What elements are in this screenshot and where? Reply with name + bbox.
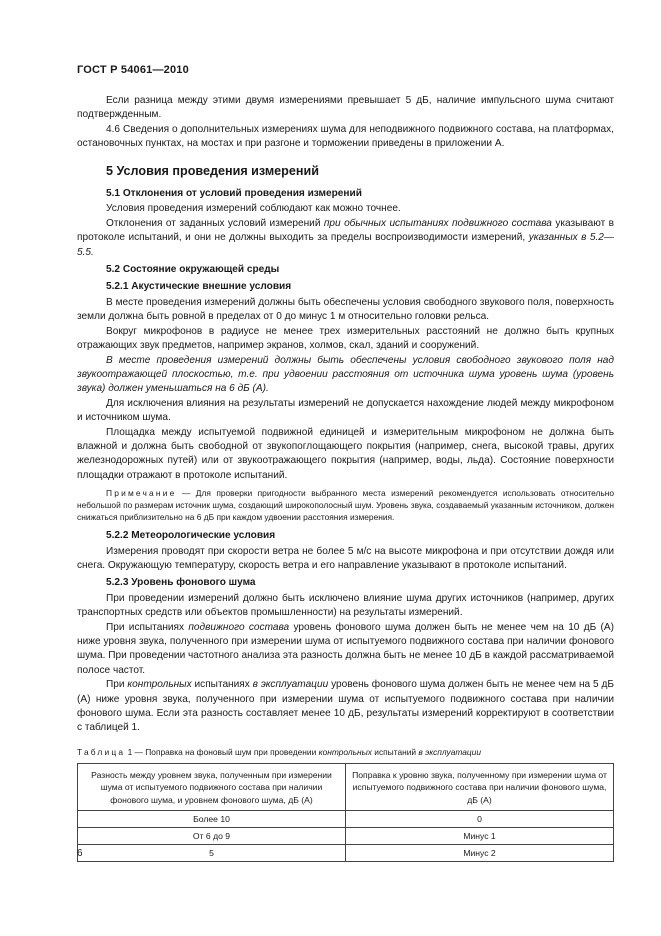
text-run: уровень фонового шума должен быть не менее чем на 5 дБ (А) ниже уровня звука, полученного при измерении шума от испытуемого подвижного состава при наличии фонового шума. Если эта разность составляет менее 10 дБ, результаты измерений корректируют в соответствии с таблицей 1. [77,679,615,734]
document-body [77,94,614,862]
italic-text: подвижного состава [188,621,290,633]
table-header-difference: Разность между уровнем звука, полученным при измерении шума от испытуемого подвижного состава при наличии фонового шума, и уровнем фонового шума, дБ (А) [78,764,346,811]
note-text: — Для проверки пригодности выбранного места измерений рекомендуется использовать относительно небольшой по размерам источник шума, создающий широкополосный шум. Уровень звука, создаваемый указанным источником, должен снижаться приблизительно на 6 дБ при каждом удвоении расстояния измерения. [77,488,614,523]
text-run: 1 — Поправка на фоновый шум при проведении [125,746,319,757]
italic-text: контрольных [318,746,372,757]
text-run: испытаний [371,746,419,757]
text-run: Отклонения от заданных условий измерений [106,217,324,229]
paragraph: При проведении измерений должно быть исключено влияние шума других источников (например, других транспортных средств или объектов промышленности) на результаты измерений. [77,592,614,619]
italic-text: В месте проведения измерений должны быть обеспечены условия свободного звукового поля над звукоотражающей плоскостью, т.е. при удвоении расстояния от источника шума уровень шума (уровень звука) должен уменьшаться на 6 дБ (А). [77,354,614,395]
table-cell-correction: Минус 1 [346,828,614,845]
section-5-heading: 5 Условия проведения измерений [106,163,319,178]
paragraph: 4.6 Сведения о дополнительных измерениях шума для неподвижного подвижного состава, на платформах, остановочных пунктах, на мостах и при разгоне и торможении приведены в приложении А. [77,123,614,150]
note-label: Примечание [106,488,177,499]
text-run: уровень фонового шума должен быть не менее чем на 10 дБ (А) ниже уровня звука, полученного при измерении шума от испытуемого подвижного состава при наличии фонового шума. При проведении частотного анализа эта разность должна быть не менее 10 дБ в каждой рассматриваемой полосе частот. [77,621,614,676]
note [77,487,614,523]
page-number: 6 [77,848,83,859]
paragraph: В месте проведения измерений должны быть обеспечены условия свободного звукового поля, поверхность земли должна быть ровной в пределах от 0 до минус 1 м относительно головки рельса. [77,296,614,323]
section-5-2-3-heading: 5.2.3 Уровень фонового шума [106,577,256,589]
paragraph: Измерения проводят при скорости ветра не более 5 м/с на высоте микрофона и при отсутствии дождя или снега. Окружающую температуру, скорость ветра и его направление указывают в протоколе испытаний. [77,545,614,571]
table-row [78,828,614,845]
paragraph: Если разница между этими двумя измерениями превышает 5 дБ, наличие импульсного шума считают подтвержденным. [77,95,614,121]
italic-text: в эксплуатации [418,746,482,757]
section-5-2-1-heading: 5.2.1 Акустические внешние условия [106,281,292,293]
italic-paragraph [77,354,614,397]
text-run: указывают в протоколе испытаний, и они не должны выходить за пределы воспроизводимости измерений, [77,217,614,244]
section-5-1-heading: 5.1 Отклонения от условий проведения измерений [106,188,362,200]
table-cell-difference: 5 [78,845,346,862]
table-caption-label: Таблица [77,746,126,757]
table-cell-correction: Минус 2 [346,845,614,862]
table-row [78,845,614,862]
document-header: ГОСТ Р 54061—2010 [77,64,189,76]
paragraph [77,678,614,736]
table-header-row [78,764,614,811]
italic-text: в эксплуатации [252,679,329,691]
section-5-2-heading: 5.2 Состояние окружающей среды [106,264,280,276]
paragraph [77,217,614,260]
section-5-2-2-heading: 5.2.2 Метеорологические условия [106,530,276,542]
table-cell-difference: Более 10 [78,811,346,828]
table-caption [77,745,614,759]
text-run: При [106,679,128,691]
italic-text: при обычных испытаниях подвижного состава [323,217,552,229]
correction-table [77,763,614,862]
italic-text: указанных в 5.2—5.5. [77,232,615,258]
text-run: При испытаниях [106,621,189,633]
text-run: испытаниях [191,679,253,691]
paragraph: Площадка между испытуемой подвижной единицей и измерительным микрофоном не должна быть влажной и должна быть свободной от звукопоглощающего покрытия (например, снега, высокой травы, других железнодорожных путей) или от звукоотражающего покрытия (например, воды, льда). Состояние поверхности площадки отражают в протоколе испытаний. [77,426,614,481]
paragraph: Для исключения влияния на результаты измерений не допускается нахождение людей между микрофоном и источником шума. [77,397,614,424]
table-cell-difference: От 6 до 9 [78,828,346,845]
paragraph: Условия проведения измерений соблюдают как можно точнее. [106,203,401,215]
italic-text: контрольных [127,679,192,691]
paragraph [77,621,614,679]
table-header-correction: Поправка к уровню звука, полученному при измерении шума от испытуемого подвижного состава при наличии фонового шума, дБ (А) [346,764,614,811]
table-row [78,811,614,828]
table-cell-correction: 0 [346,811,614,828]
paragraph: Вокруг микрофонов в радиусе не менее трех измерительных расстояний не должно быть крупных отражающих звук предметов, например экранов, холмов, скал, зданий и сооружений. [77,325,614,352]
